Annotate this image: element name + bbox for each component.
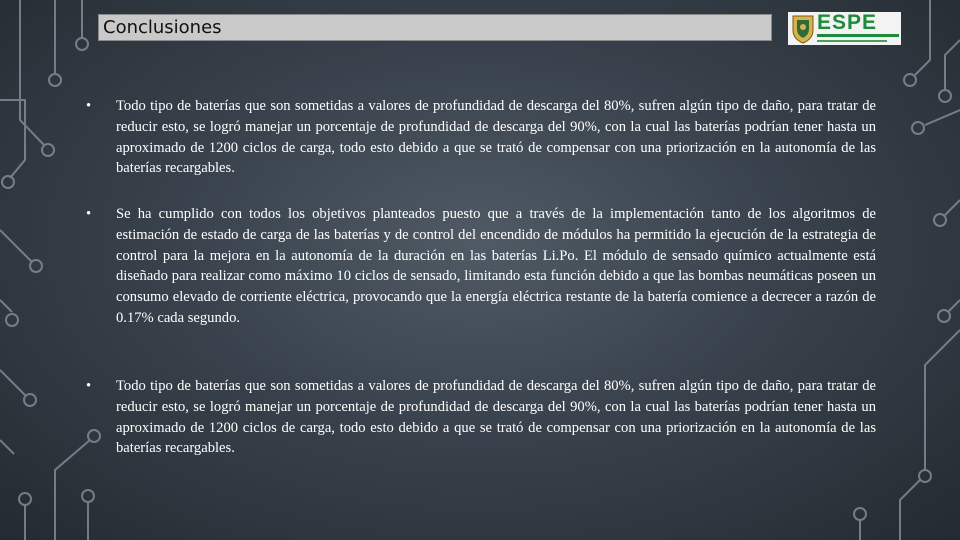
- logo-tagline-bar: [817, 34, 899, 37]
- seal-icon: [790, 14, 816, 44]
- list-item: [86, 96, 876, 179]
- list-item-text: Todo tipo de baterías que son sometidas a valores de profundidad de descarga del 80%, sufren algún tipo de daño, para tratar de reducir esto, se logró manejar un porcentaje de profundidad de descarga del 90%, con la cual las baterías podrían tener hasta un aproximado de 1200 ciclos de carga, todo esto debido a que se trató de compensar con una priorización en la autonomía de las baterías recargables.: [116, 378, 876, 457]
- title-bar: [98, 14, 772, 41]
- list-item: [86, 204, 876, 329]
- bullet-marker: •: [86, 206, 92, 222]
- list-item-text: Todo tipo de baterías que son sometidas a valores de profundidad de descarga del 80%, sufren algún tipo de daño, para tratar de reducir esto, se logró manejar un porcentaje de profundidad de descarga del 90%, con la cual las baterías podrían tener hasta un aproximado de 1200 ciclos de carga, todo esto debido a que se trató de compensar con una priorización en la autonomía de las baterías recargables.: [116, 98, 876, 177]
- espe-logo: [788, 12, 901, 45]
- logo-tagline-bar-2: [817, 40, 887, 42]
- list-item: [86, 376, 876, 459]
- page-title: Conclusiones: [103, 17, 222, 38]
- logo-wordmark: ESPE: [817, 11, 878, 34]
- list-item-text: Se ha cumplido con todos los objetivos planteados puesto que a través de la implementación tanto de los algoritmos de estimación de estado de carga de las baterías y de control del encendido de módulos ha permitido la ejecución de la estrategia de control para la mejora en la autonomía de la duración en las baterías Li.Po. El módulo de sensado químico actualmente está diseñado para realizar como máximo 10 ciclos de sensado, limitando esta función debido a que las bombas neumáticas poseen un consumo elevado de corriente eléctrica, provocando que la energía eléctrica restante de la batería comience a decrecer a razón de 0.17% cada segundo.: [116, 206, 876, 326]
- bullet-marker: •: [86, 378, 92, 394]
- bullet-marker: •: [86, 98, 92, 114]
